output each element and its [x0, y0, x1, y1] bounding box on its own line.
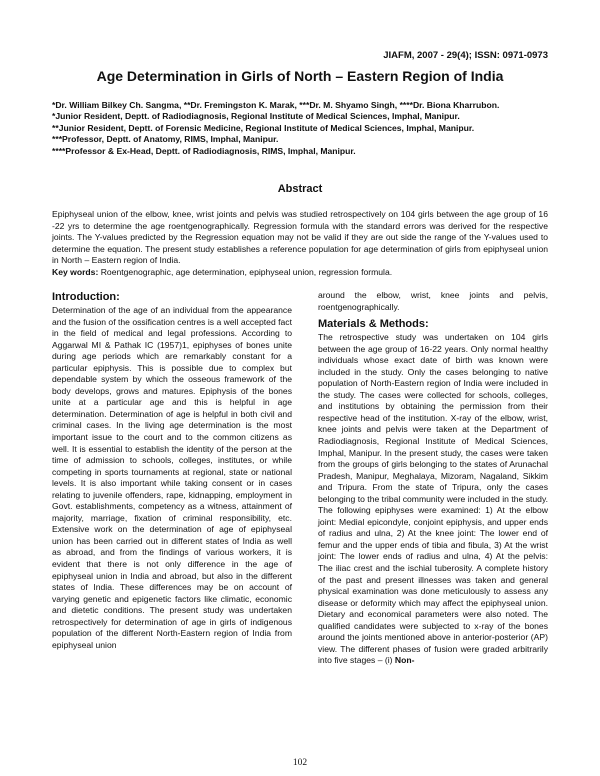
methods-heading: Materials & Methods:	[318, 318, 429, 331]
methods-trailing-bold: Non-	[394, 655, 415, 666]
affiliation: **Junior Resident, Deptt. of Forensic Medicine, Regional Institute of Medical Sciences, Imphal, Manipur.	[52, 122, 475, 133]
author-names: *Dr. William Bilkey Ch. Sangma, **Dr. Fremingston K. Marak, ***Dr. M. Shyamo Singh, ****Dr. Biona Kharrubon.	[52, 100, 500, 110]
keywords-text: Roentgenographic, age determination, epiphyseal union, regression formula.	[100, 266, 393, 277]
affiliation: ****Professor & Ex-Head, Deptt. of Radiodiagnosis, RIMS, Imphal, Manipur.	[52, 145, 356, 156]
introduction-text: Determination of the age of an individual from the appearance and the fusion of the ossification centres is a well accepted fact in the field of medical and legal professions. According to Aggarwal MI & Pathak IC (1957)1, epiphyses of bones unite during age periods which are remarkably constant for a particular epiphysis. This is possible due to complex but dependable system by which the osseous framework of the body develops, grows and matures. Epiphysis of the bones unite at a particular age and this is helpful in age determination. Determination of age is helpful in both civil and criminal cases. In the living age determination is the most important issue to the court and to the common citizens as well. It is essential to establish the identity of the person at the time of admission to schools, colleges, institutes, or while competing in sports tournaments at regional, state or national levels. It is also important while taking consent or in cases relating to juvenile offenders, rape, kidnapping, employment in Govt. establishments, competency as a witness, attainment of majority, marriage, fixation of criminal responsibility, etc. Extensive work on the determination of age of epiphyseal union has been carried out in different states of India as well as abroad, and from the findings of various workers, it is evident that there is not only difference in the age of epiphyseal union in India and abroad, but also in the different states of India. These differences may be on account of varying genetic and epigenetic factors like climatic, economic and dietetic conditions. The present study was undertaken retrospectively for determination of age in girls of indigenous population of the different North-Eastern region of India from epiphyseal union	[52, 305, 292, 650]
abstract-text: Epiphyseal union of the elbow, knee, wrist joints and pelvis was studied retrospectively on 104 girls between the age group of 16 -22 yrs to determine the age roentgenographically. Regression formula with the standard errors was derived for the respective joints. The Y-values predicted by the Regression equation may not be valid if they are out side the range of the Y-values used to determine the equation. The present study establishes a reference population for age determination of girls from epiphyseal union in North – Eastern region of India.	[52, 209, 548, 266]
introduction-heading: Introduction:	[52, 291, 120, 303]
left-column	[52, 290, 292, 651]
article-title: Age Determination in Girls of North – Eastern Region of India	[96, 68, 504, 84]
author-block	[52, 100, 548, 157]
methods-body: The retrospective study was undertaken on 104 girls between the age group of 16-22 years. Only normal healthy individuals whose exact date of birth was known were included in the study. Only the cases belonging to native population of North-Eastern region of India were included in the study. The cases were collected for schools, colleges, and institutions by obtaining the permission from their respective head of the institution. X-ray of the elbow, wrist, knee joints and pelvis were taken at the Department of Radiodiagnosis, Regional Institute of Medical Sciences, Imphal, Manipur. In the present study, the cases were taken from the groups of girls belonging to the states of Arunachal Pradesh, Manipur, Meghalaya, Mizoram, Nagaland, Sikkim and Tripura. From the state of Tripura, only the cases belonging to the tribal community were included in the study. The following epiphyses were examined: 1) At the elbow joint: Medial epicondyle, conjoint epiphysis, and upper ends of radius and ulna, 2) At the knee joint: The lower end of femur and the upper ends of tibia and fibula, 3) At the wrist joint: The lower ends of radius and ulna, 4) At the pelvis: The iliac crest and the ischial tuberosity. A complete history of the past and present illnesses was taken and general physical examination was done meticulously to assess any disease or deformity which may affect the epiphyseal union. Dietary and economical parameters were also noted. The qualified candidates were subjected to x-ray of the bones around the joints mentioned above in anterior-posterior (AP) view. The different phases of fusion were graded arbitrarily into five stages – (i)	[318, 332, 548, 666]
journal-citation: JIAFM, 2007 - 29(4); ISSN: 0971-0973	[383, 50, 548, 61]
methods-text	[318, 332, 548, 667]
keywords-label: Key words:	[52, 266, 99, 277]
abstract-body	[52, 209, 548, 279]
keywords	[52, 267, 548, 279]
page-number: 102	[292, 758, 308, 768]
right-column	[318, 290, 548, 667]
abstract-heading: Abstract	[277, 183, 323, 195]
affiliation: *Junior Resident, Deptt. of Radiodiagnosis, Regional Institute of Medical Sciences, Imphal, Manipur.	[52, 111, 460, 122]
introduction-continued: around the elbow, wrist, knee joints and pelvis, roentgenographically.	[318, 290, 548, 312]
affiliation: ***Professor, Deptt. of Anatomy, RIMS, Imphal, Manipur.	[52, 134, 279, 145]
